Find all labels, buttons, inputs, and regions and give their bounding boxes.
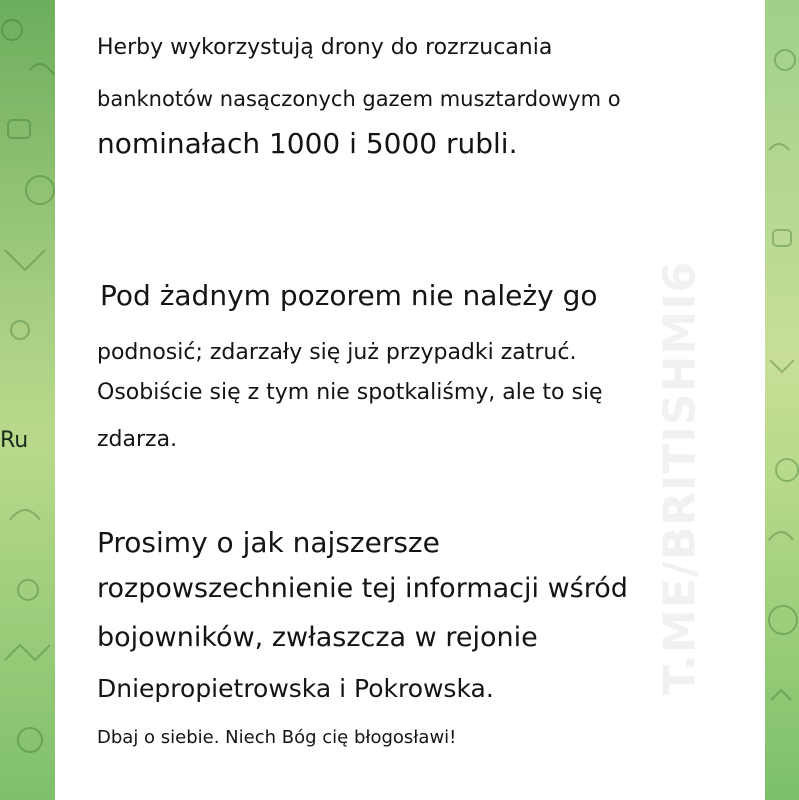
message-text-line: Osobiście się z tym nie spotkaliśmy, ale to się xyxy=(97,380,603,405)
watermark: T.ME/BRITISHMI6 xyxy=(654,260,706,696)
message-text-line: Pod żadnym pozorem nie należy go xyxy=(100,279,598,312)
chat-background-left xyxy=(0,0,55,800)
message-text-line: zdarza. xyxy=(97,427,178,452)
message-text-line: bojowników, zwłaszcza w rejonie xyxy=(97,622,538,653)
message-text-line: Prosimy o jak najszersze xyxy=(97,526,440,559)
message-closing-line: Dbaj o siebie. Niech Bóg cię błogosławi! xyxy=(97,727,457,748)
message-text-line: podnosić; zdarzały się już przypadki zatruć. xyxy=(97,340,577,365)
message-text-line: rozpowszechnienie tej informacji wśród xyxy=(97,573,628,604)
message-text-line: Dniepropietrowska i Pokrowska. xyxy=(97,674,494,703)
doodle-pattern-icon xyxy=(765,0,799,800)
message-text-line: Herby wykorzystują drony do rozrzucania xyxy=(97,35,553,60)
doodle-pattern-icon xyxy=(0,0,55,800)
sender-name-fragment: Ru xyxy=(0,428,29,453)
message-text-line: banknotów nasączonych gazem musztardowym o xyxy=(97,87,621,111)
message-text-line: nominałach 1000 i 5000 rubli. xyxy=(97,127,518,160)
chat-background-right xyxy=(765,0,799,800)
